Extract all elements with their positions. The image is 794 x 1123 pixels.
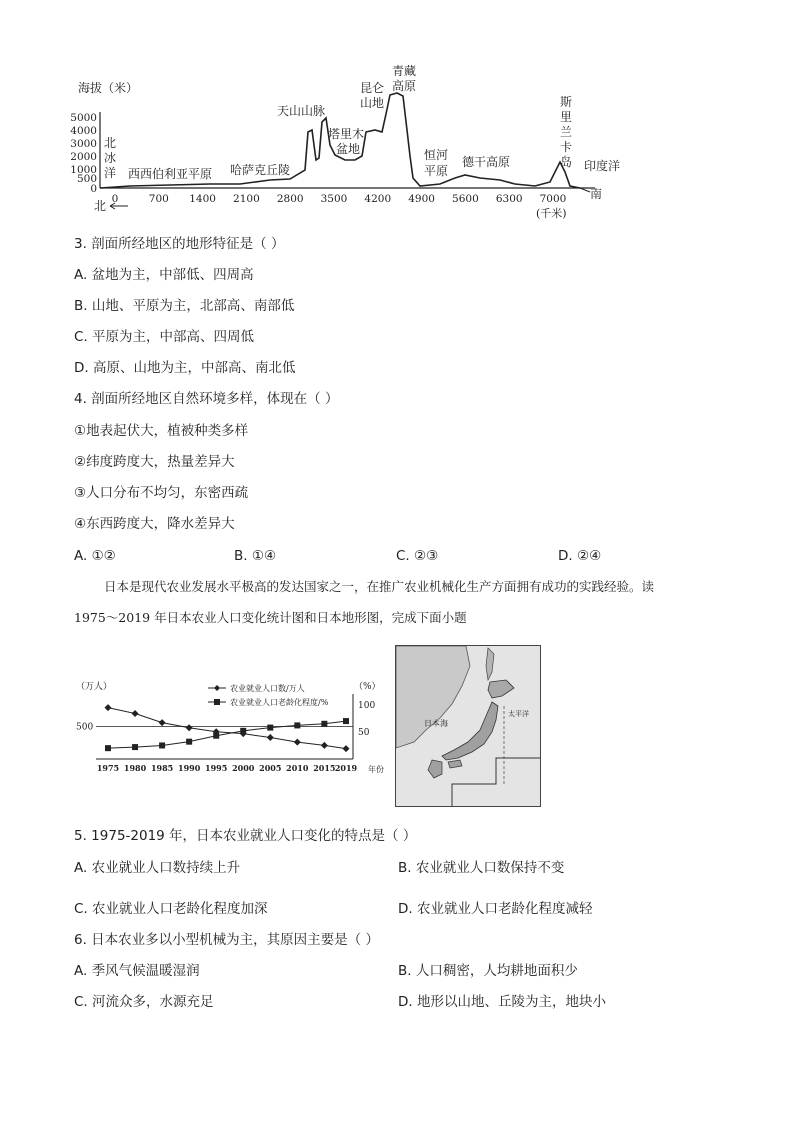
series-2-point bbox=[213, 733, 219, 739]
profile-x-tick: 4200 bbox=[364, 193, 392, 205]
q6-option-b[interactable]: B. 人口稠密，人均耕地面积少 bbox=[398, 963, 578, 979]
q6-option-a[interactable]: A. 季风气候温暖湿润 bbox=[74, 963, 200, 979]
profile-x-tick: 6300 bbox=[495, 193, 523, 205]
q5-option-c[interactable]: C. 农业就业人口老龄化程度加深 bbox=[74, 901, 268, 917]
label-qingzang-2: 高原 bbox=[392, 79, 417, 93]
pacific-label-1: 太平洋 bbox=[508, 710, 529, 718]
series-1-point bbox=[159, 719, 166, 726]
q4-option-b[interactable]: B. ①④ bbox=[234, 548, 277, 564]
y-axis-title: 海拔（米） bbox=[78, 81, 139, 95]
chart-x-tick: 1990 bbox=[178, 763, 201, 773]
q4-stem: 4. 剖面所经地区自然环境多样，体现在（ ） bbox=[74, 391, 339, 407]
label-srilanka-4: 卡 bbox=[560, 140, 573, 154]
north-label: 北 bbox=[94, 199, 107, 213]
x-unit: (千米) bbox=[536, 207, 567, 220]
q5-option-a[interactable]: A. 农业就业人口数持续上升 bbox=[74, 860, 241, 876]
q3-option-c[interactable]: C. 平原为主，中部高、四周低 bbox=[74, 329, 255, 345]
profile-y-tick: 500 bbox=[76, 173, 97, 185]
series-line-1 bbox=[108, 708, 346, 749]
q4-item-3: ③人口分布不均匀，东密西疏 bbox=[74, 485, 249, 501]
series-1-point bbox=[186, 724, 193, 731]
profile-x-tick: 7000 bbox=[539, 193, 567, 205]
profile-y-tick: 3000 bbox=[70, 138, 97, 150]
series-1-point bbox=[294, 739, 301, 746]
series-2-point bbox=[267, 725, 273, 731]
profile-y-tick: 0 bbox=[90, 183, 97, 195]
chart-x-tick: 2005 bbox=[259, 763, 282, 773]
japan-map-drawing bbox=[396, 646, 540, 806]
q6-stem: 6. 日本农业多以小型机械为主，其原因主要是（ ） bbox=[74, 932, 379, 948]
chart-x-tick: 1985 bbox=[150, 763, 174, 773]
profile-y-tick: 4000 bbox=[70, 125, 97, 137]
label-kazakh-hills: 哈萨克丘陵 bbox=[230, 163, 291, 177]
chart-left-tick-500: 500 bbox=[76, 722, 94, 733]
elevation-profile bbox=[70, 60, 650, 220]
label-srilanka-1: 斯 bbox=[560, 95, 573, 109]
series-1-point bbox=[105, 704, 112, 711]
label-kunlun-1: 昆仑 bbox=[360, 81, 385, 95]
chart-x-tick: 2015 bbox=[313, 763, 336, 773]
q3-stem: 3. 剖面所经地区的地形特征是（ ） bbox=[74, 236, 285, 252]
profile-x-tick: 0 bbox=[111, 193, 119, 205]
japan-terrain-map bbox=[395, 645, 541, 807]
chart-right-tick-100: 100 bbox=[358, 700, 376, 711]
label-qingzang-1: 青藏 bbox=[392, 64, 417, 78]
series-2-point bbox=[105, 745, 111, 751]
label-tarim-1: 塔里木 bbox=[328, 127, 365, 141]
q4-option-a[interactable]: A. ①② bbox=[74, 548, 116, 564]
q5-option-b[interactable]: B. 农业就业人口数保持不变 bbox=[398, 860, 565, 876]
label-srilanka-2: 里 bbox=[560, 110, 573, 124]
chart-left-axis-label: （万人） bbox=[76, 682, 113, 692]
y-ticks bbox=[70, 112, 97, 195]
series-2-point bbox=[132, 744, 138, 750]
series-1-point bbox=[321, 742, 328, 749]
series-2-point bbox=[240, 728, 246, 734]
q4-item-4: ④东西跨度大，降水差异大 bbox=[74, 516, 235, 532]
series-1-point bbox=[343, 745, 350, 752]
label-kunlun-2: 山地 bbox=[360, 96, 385, 110]
q6-option-d[interactable]: D. 地形以山地、丘陵为主，地块小 bbox=[398, 994, 606, 1010]
q3-option-b[interactable]: B. 山地、平原为主，北部高、南部低 bbox=[74, 298, 295, 314]
legend-series-1: 农业就业人口数/万人 bbox=[230, 684, 305, 693]
label-indian-ocean: 印度洋 bbox=[584, 159, 621, 173]
chart-x-tick: 2010 bbox=[286, 763, 309, 773]
q4-option-c[interactable]: C. ②③ bbox=[396, 548, 439, 564]
sea-of-japan-label: 日本海 bbox=[424, 719, 448, 728]
label-north-ocean-2: 冰 bbox=[104, 151, 117, 165]
label-henghe-2: 平原 bbox=[424, 164, 449, 178]
chart-legend bbox=[208, 683, 329, 707]
profile-y-tick: 2000 bbox=[70, 151, 97, 163]
label-tarim-2: 盆地 bbox=[336, 142, 361, 156]
series-2-point bbox=[159, 742, 165, 748]
x-ticks bbox=[112, 193, 567, 205]
series-1-point bbox=[267, 734, 274, 741]
label-srilanka-5: 岛 bbox=[560, 155, 573, 169]
label-henghe-1: 恒河 bbox=[424, 148, 449, 162]
label-west-siberian-plain: 西西伯利亚平原 bbox=[128, 167, 213, 181]
chart-x-tick: 2019 bbox=[334, 763, 358, 773]
profile-x-tick: 1400 bbox=[189, 193, 216, 205]
label-north-ocean-3: 洋 bbox=[104, 166, 117, 180]
series-2-point bbox=[321, 721, 327, 727]
profile-x-tick: 700 bbox=[148, 193, 169, 205]
chart-right-tick-50: 50 bbox=[358, 727, 370, 738]
q4-option-d[interactable]: D. ②④ bbox=[558, 548, 602, 564]
series-1-point bbox=[132, 710, 139, 717]
profile-x-tick: 5600 bbox=[452, 193, 479, 205]
chart-x-tick: 1980 bbox=[123, 763, 147, 773]
q3-option-d[interactable]: D. 高原、山地为主，中部高、南北低 bbox=[74, 360, 296, 376]
q6-option-c[interactable]: C. 河流众多，水源充足 bbox=[74, 994, 214, 1010]
legend-square-icon bbox=[214, 699, 220, 705]
series-2-point bbox=[343, 718, 349, 724]
intro-line-1: 日本是现代农业发展水平极高的发达国家之一，在推广农业机械化生产方面拥有成功的实践经验。读 bbox=[104, 579, 655, 594]
label-srilanka-3: 兰 bbox=[560, 125, 573, 139]
chart-x-tick: 1995 bbox=[205, 763, 228, 773]
profile-y-tick: 5000 bbox=[70, 112, 97, 124]
profile-x-tick: 2800 bbox=[276, 193, 304, 205]
series-2-point bbox=[294, 722, 300, 728]
legend-diamond-icon bbox=[214, 685, 220, 691]
chart-x-tick: 1975 bbox=[96, 763, 120, 773]
q5-option-d[interactable]: D. 农业就业人口老龄化程度减轻 bbox=[398, 901, 593, 917]
label-north-ocean-1: 北 bbox=[104, 136, 117, 150]
profile-y-tick: 1000 bbox=[70, 164, 97, 176]
series-2-point bbox=[186, 739, 192, 745]
chart-x-tick: 2000 bbox=[232, 763, 255, 773]
profile-x-tick: 4900 bbox=[408, 193, 435, 205]
south-label: 南 bbox=[590, 187, 603, 201]
q4-item-2: ②纬度跨度大，热量差异大 bbox=[74, 454, 235, 470]
profile-x-tick: 3500 bbox=[320, 193, 348, 205]
q4-item-1: ①地表起伏大，植被种类多样 bbox=[74, 423, 249, 439]
q3-option-a[interactable]: A. 盆地为主，中部低、四周高 bbox=[74, 267, 254, 283]
profile-x-tick: 2100 bbox=[233, 193, 260, 205]
north-arrow-icon bbox=[110, 203, 128, 209]
q5-stem: 5. 1975-2019 年，日本农业就业人口变化的特点是（ ） bbox=[74, 828, 417, 844]
japan-agriculture-chart bbox=[70, 676, 392, 776]
intro-line-2: 1975～2019 年日本农业人口变化统计图和日本地形图，完成下面小题 bbox=[74, 610, 467, 625]
chart-x-unit: 年份 bbox=[368, 765, 384, 774]
legend-series-2: 农业就业人口老龄化程度/% bbox=[230, 698, 329, 707]
label-tianshan: 天山山脉 bbox=[277, 104, 326, 118]
label-deccan: 德干高原 bbox=[462, 155, 511, 169]
chart-right-axis-label: （%） bbox=[354, 682, 381, 692]
